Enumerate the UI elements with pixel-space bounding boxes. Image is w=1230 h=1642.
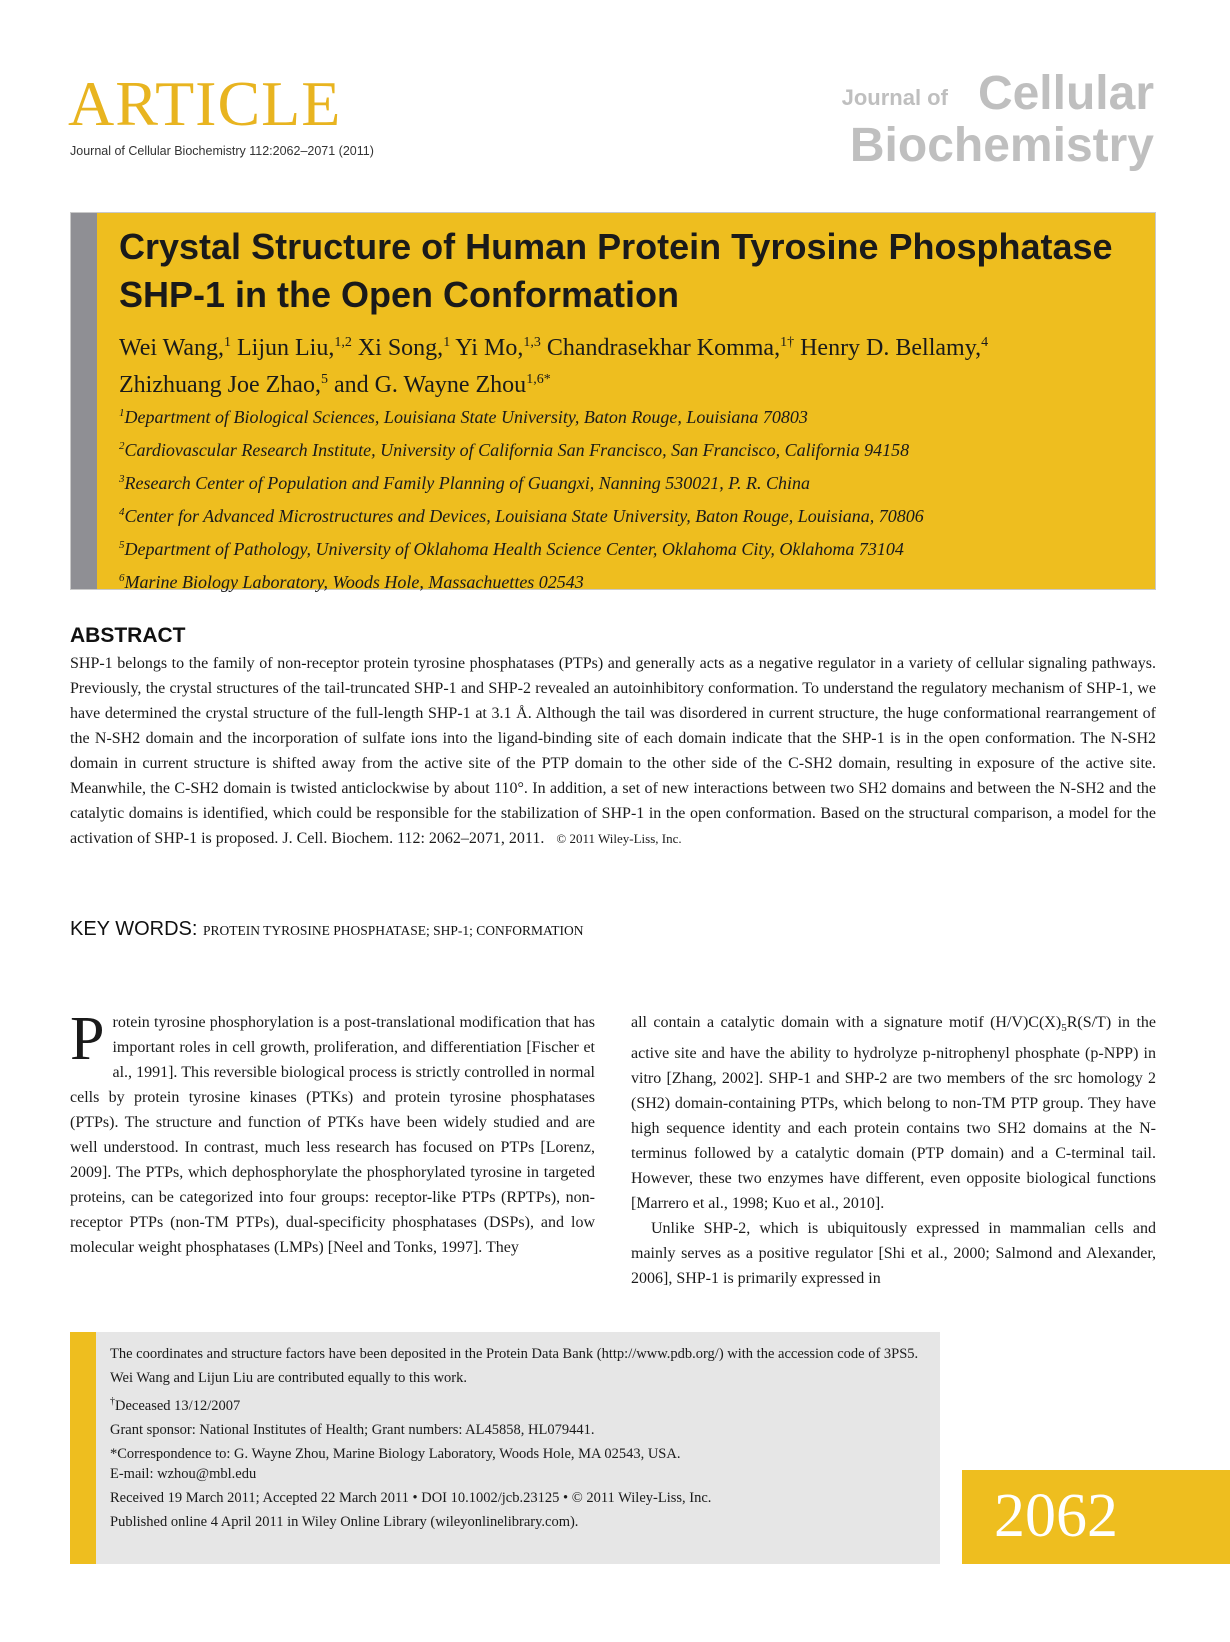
body-paragraph (631, 1014, 1156, 1212)
author-name: and G. Wayne Zhou (333, 372, 527, 398)
author-affiliation-mark: 1† (780, 335, 795, 350)
affiliation-item (119, 432, 1139, 465)
affiliation-item (119, 531, 1139, 564)
author-list (119, 327, 1139, 401)
author-name: Henry D. Bellamy, (800, 335, 982, 361)
footnote-received: Received 19 March 2011; Accepted 22 March 2011 • DOI 10.1002/jcb.23125 • © 2011 Wiley-Liss, Inc. (110, 1489, 712, 1506)
affiliation-number: 5 (119, 539, 125, 551)
keywords-value: PROTEIN TYROSINE PHOSPHATASE; SHP-1; CONFORMATION (203, 923, 584, 938)
author-affiliation-mark: 1,6* (526, 372, 551, 387)
affiliation-item (119, 399, 1139, 432)
title-box (70, 212, 1156, 590)
author-name: Lijun Liu, (237, 335, 335, 361)
abstract-text: SHP-1 belongs to the family of non-receptor protein tyrosine phosphatases (PTPs) and generally acts as a negative regulator in a variety of cellular signaling pathways. Previously, the crystal structures of the tail-truncated SHP-1 and SHP-2 revealed an autoinhibitory conformation. To understand the regulatory mechanism of SHP-1, we have determined the crystal structure of the full-length SHP-1 at 3.1 Å. Although the tail was disordered in current structure, the huge conformational rearrangement of the N-SH2 domain and the incorporation of sulfate ions into the ligand-binding site of each domain indicate that the SHP-1 is in the open conformation. The N-SH2 domain in current structure is shifted away from the active site of the PTP domain to the other side of the C-SH2 domain, resulting in exposure of the active site. Meanwhile, the C-SH2 domain is twisted anticlockwise by about 110°. In addition, a set of new interactions between two SH2 domains and between the N-SH2 and the catalytic domains is identified, which could be responsible for the stabilization of SHP-1 in the open conformation. Based on the structural comparison, a model for the activation of SHP-1 is proposed. J. Cell. Biochem. 112: 2062–2071, 2011. (70, 655, 1156, 847)
affiliation-list (119, 399, 1139, 597)
dagger-mark: † (110, 1396, 115, 1407)
affiliation-number: 2 (119, 440, 125, 452)
paper-title-line-1: Crystal Structure of Human Protein Tyrosine Phosphatase (119, 226, 1113, 267)
footnote-box (70, 1332, 940, 1564)
motif-subscript: 5 (1061, 1022, 1067, 1035)
affiliation-item (119, 564, 1139, 597)
footnote-text (110, 1344, 930, 1536)
journal-logo (841, 67, 1154, 172)
author-affiliation-mark: 1,3 (523, 335, 541, 350)
page-number: 2062 (994, 1482, 1118, 1550)
article-label: ARTICLE (68, 68, 342, 139)
footnote-pdb: The coordinates and structure factors have been deposited in the Protein Data Bank (http://www.pdb.org/) with the accession code of 3PS5. (110, 1346, 919, 1362)
affiliation-text: Research Center of Population and Family Planning of Guangxi, Nanning 530021, P. R. China (124, 473, 810, 493)
affiliation-item (119, 465, 1139, 498)
affiliation-text: Center for Advanced Microstructures and Devices, Louisiana State University, Baton Rouge, Louisiana, 70806 (124, 506, 924, 526)
footnote-correspondence: *Correspondence to: G. Wayne Zhou, Marine Biology Laboratory, Woods Hole, MA 02543, USA. (110, 1445, 681, 1462)
footnote-box-sidebar (70, 1332, 96, 1564)
author-name: Zhizhuang Joe Zhao, (119, 372, 321, 398)
body-paragraph: Unlike SHP-2, which is ubiquitously expressed in mammalian cells and mainly serves as a positive regulator [Shi et al., 2000; Salmond and Alexander, 2006], SHP-1 is primarily expressed in (631, 1220, 1156, 1288)
footnote-deceased (110, 1392, 930, 1416)
author-name: Xi Song, (357, 335, 444, 361)
abstract-heading: ABSTRACT (70, 624, 186, 647)
affiliation-text: Cardiovascular Research Institute, University of California San Francisco, San Francisco, California 94158 (124, 440, 910, 460)
author-name: Wei Wang, (119, 335, 224, 361)
drop-cap: P (70, 1005, 105, 1073)
footnote-email: E-mail: wzhou@mbl.edu (110, 1465, 257, 1482)
abstract-body (70, 651, 1156, 851)
motif-text: all contain a catalytic domain with a signature motif (H/V)C(X) (631, 1014, 1062, 1031)
affiliation-number: 1 (119, 407, 125, 419)
author-name: Chandrasekhar Komma, (546, 335, 781, 361)
body-paragraph: rotein tyrosine phosphorylation is a post-translational modification that has important roles in cell growth, proliferation, and differentiation [Fischer et al., 1991]. This reversible biological process is strictly controlled in normal cells by protein tyrosine kinases (PTKs) and protein tyrosine phosphatases (PTPs). The structure and function of PTKs have been widely studied and are well understood. In contrast, much less research has focused on PTPs [Lorenz, 2009]. The PTPs, which dephosphorylate the phosphorylated tyrosine in targeted proteins, can be categorized into four groups: receptor-like PTPs (RPTPs), non-receptor PTPs (non-TM PTPs), dual-specificity phosphatases (DSPs), and low molecular weight phosphatases (LMPs) [Neel and Tonks, 1997]. They (70, 1014, 595, 1256)
author-affiliation-mark: 4 (981, 335, 989, 350)
body-column-left (70, 1005, 595, 1260)
keywords-label: KEY WORDS: (70, 918, 198, 940)
author-affiliation-mark: 1 (443, 335, 451, 350)
affiliation-text: Department of Biological Sciences, Louisiana State University, Baton Rouge, Louisiana 70803 (124, 407, 808, 427)
author-affiliation-mark: 1 (224, 335, 231, 350)
author-affiliation-mark: 5 (320, 372, 328, 387)
author-affiliation-mark: 1,2 (334, 335, 352, 350)
body-column-right (631, 1010, 1156, 1291)
affiliation-text: Department of Pathology, University of Oklahoma Health Science Center, Oklahoma City, Oklahoma 73104 (124, 539, 904, 559)
affiliation-number: 4 (119, 506, 125, 518)
logo-biochemistry: Biochemistry (849, 119, 1154, 172)
journal-citation: Journal of Cellular Biochemistry 112:2062–2071 (2011) (70, 144, 374, 158)
footnote-grant: Grant sponsor: National Institutes of Health; Grant numbers: AL45858, HL079441. (110, 1421, 595, 1438)
body-text: R(S/T) in the active site and have the ability to hydrolyze p-nitrophenyl phosphate (p-NPP) in vitro [Zhang, 2002]. SHP-1 and SHP-2 are two members of the src homology 2 (SH2) domain-containing PTPs, which belong to non-TM PTP group. They have high sequence identity and each protein contains two SH2 domains at the N-terminus followed by a catalytic domain (PTP domain) and a C-terminal tail. However, these two enzymes have different, even opposite biological functions [Marrero et al., 1998; Kuo et al., 2010]. (631, 1014, 1157, 1213)
paper-title (119, 223, 1129, 319)
footnote-published: Published online 4 April 2011 in Wiley Online Library (wileyonlinelibrary.com). (110, 1513, 579, 1530)
keywords-line (70, 918, 583, 941)
title-box-sidebar (71, 213, 97, 589)
logo-journal-of: Journal of (841, 85, 948, 110)
abstract-copyright: © 2011 Wiley-Liss, Inc. (556, 831, 682, 846)
affiliation-item (119, 498, 1139, 531)
deceased-text: Deceased 13/12/2007 (115, 1397, 241, 1414)
affiliation-text: Marine Biology Laboratory, Woods Hole, Massachuettes 02543 (124, 572, 584, 592)
affiliation-number: 3 (119, 473, 125, 485)
paper-title-line-2: SHP-1 in the Open Conformation (119, 274, 680, 315)
page-number-box (962, 1470, 1230, 1564)
logo-cellular: Cellular (977, 67, 1154, 120)
footnote-equal-contribution: Wei Wang and Lijun Liu are contributed equally to this work. (110, 1370, 467, 1386)
author-name: Yi Mo, (455, 335, 524, 361)
affiliation-number: 6 (119, 572, 125, 584)
